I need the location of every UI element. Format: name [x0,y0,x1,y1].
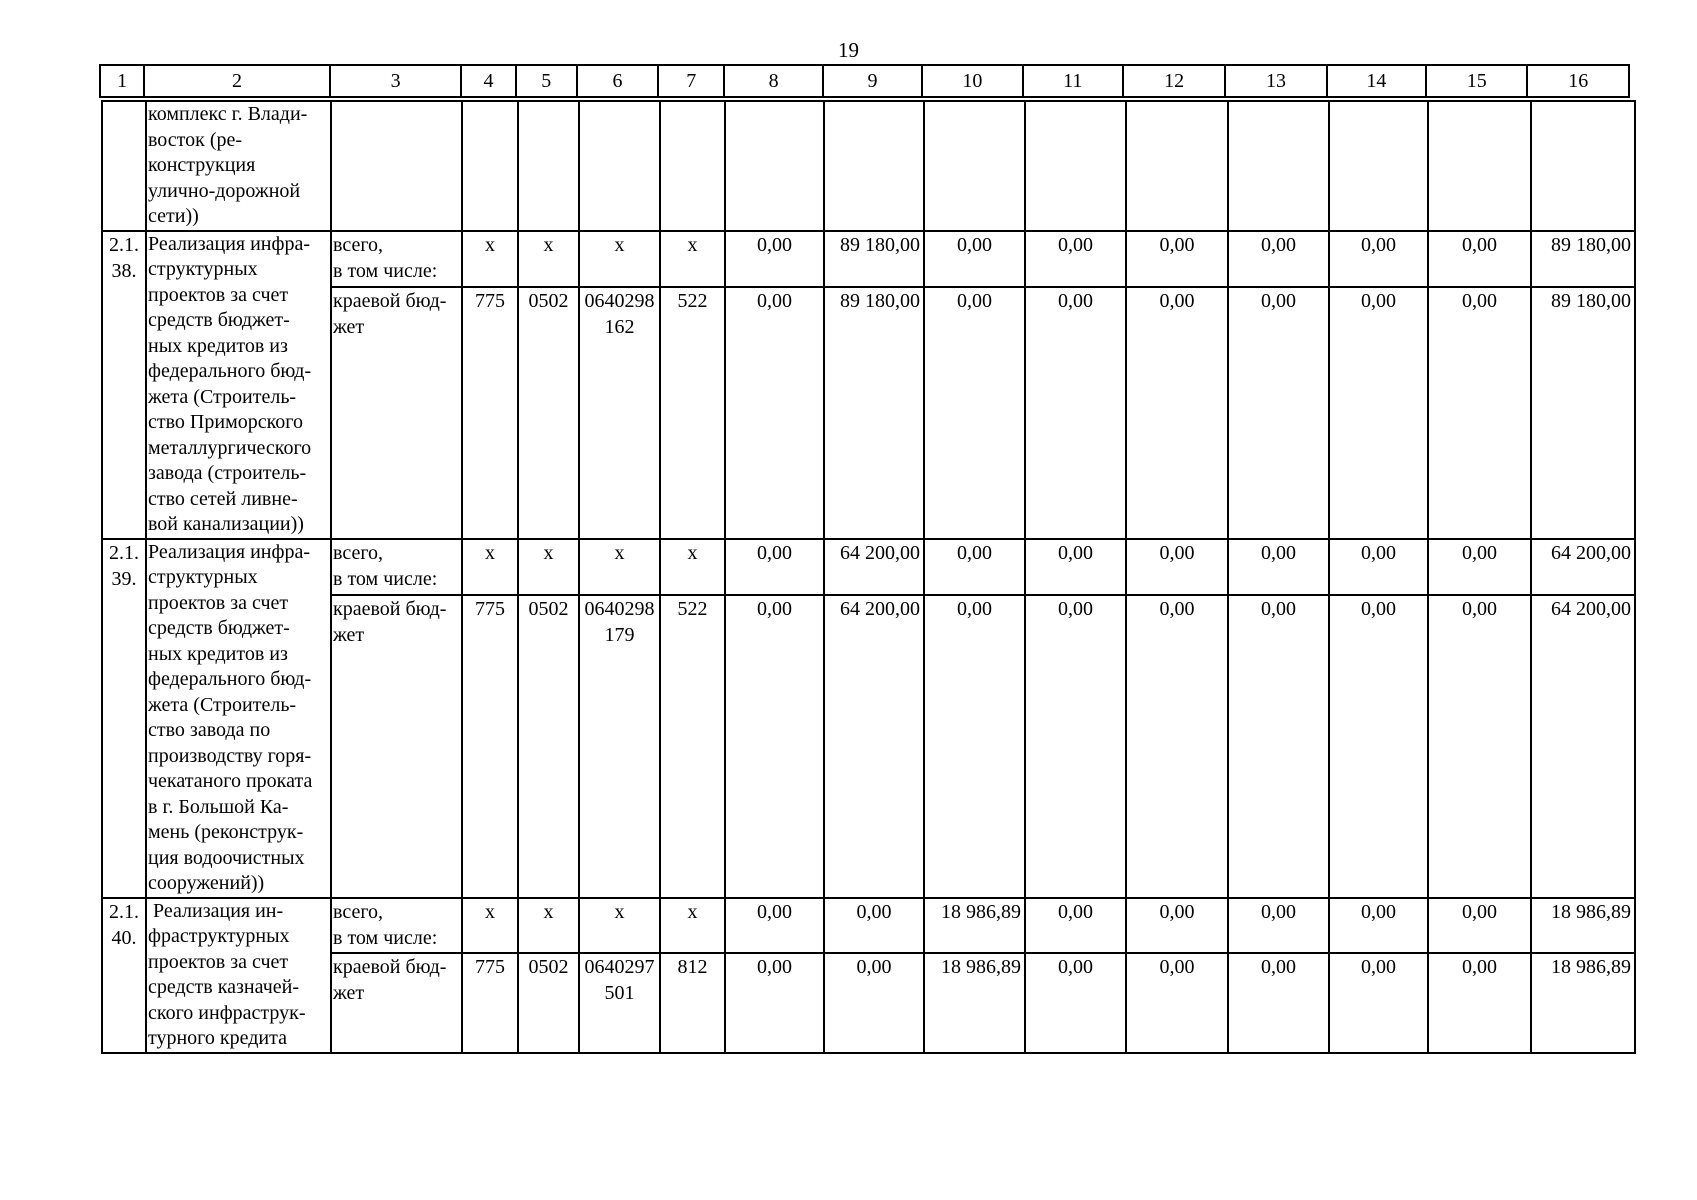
project-name-line: в г. Большой Ка- [148,795,289,818]
amount-cell-c14: 0,00 [1329,898,1428,954]
expense-type-code: 812 [660,953,725,1052]
project-name-line: восток (ре- [148,128,243,151]
funding-source-line: краевой бюд- [333,956,447,979]
code-cell-c5: x [518,898,579,954]
amount-cell-c16: 89 180,00 [1531,231,1635,288]
code-cell-c4: x [462,539,518,596]
project-number-line: 40. [111,926,137,949]
section-code: 0502 [518,595,579,897]
section-code: 0502 [518,287,579,538]
project-name-line: ского инфраструк- [148,1001,306,1024]
funding-total-line: в том числе: [333,259,438,282]
amount-cell-c9: 89 180,00 [824,287,924,538]
amount-cell-c16: 64 200,00 [1531,539,1635,596]
row-number-cell [102,101,146,231]
header-cell: 4 [461,65,515,97]
header-cell: 2 [144,65,330,97]
project-name-line: улично-дорожной [148,179,301,202]
amount-cell-c10: 18 986,89 [924,953,1025,1052]
empty-cell [1428,101,1531,231]
header-cell: 15 [1426,65,1527,97]
expense-type-code: 522 [660,595,725,897]
amount-cell-c12: 0,00 [1126,539,1228,596]
project-budget-row [102,287,1635,538]
budget-table [101,100,1636,1054]
project-name-line: чекатаного проката [148,770,313,792]
code-cell-c6: x [579,231,660,288]
code-cell-c4: x [462,898,518,954]
continuation-row [102,101,1635,231]
funding-source-line: краевой бюд- [333,290,447,313]
amount-cell-c9: 89 180,00 [824,231,924,288]
amount-cell-c14: 0,00 [1329,953,1428,1052]
funding-total-line: в том числе: [333,926,438,949]
project-name-line: ция водоочистных [148,846,305,869]
project-name-line: ных кредитов из [148,642,288,665]
empty-cell [824,101,924,231]
project-number-line: 2.1. [109,233,139,256]
empty-cell [1228,101,1329,231]
project-name-line: ных кредитов из [148,334,288,357]
code-cell-c7: x [660,898,725,954]
section-code: 0502 [518,953,579,1052]
header-cell: 13 [1225,65,1326,97]
amount-cell-c13: 0,00 [1228,953,1329,1052]
code-cell-c6: x [579,898,660,954]
project-number [102,231,146,539]
target-article-line: 0640297 [584,956,655,979]
project-name-line: федерального бюд- [148,668,312,690]
funding-source-label [331,595,462,897]
grbs-code: 775 [462,953,518,1052]
project-name-line: вой канализации)) [148,513,304,535]
project-number-line: 2.1. [109,900,139,923]
funding-source-label [331,953,462,1052]
amount-cell-c11: 0,00 [1025,539,1126,596]
funding-total-line: всего, [333,233,384,256]
amount-cell-c8: 0,00 [725,898,824,954]
empty-cell [1329,101,1428,231]
header-cell: 5 [516,65,577,97]
project-name-line: комплекс г. Влади- [148,103,308,125]
amount-cell-c8: 0,00 [725,953,824,1052]
amount-cell-c15: 0,00 [1428,231,1531,288]
project-number [102,898,146,1053]
amount-cell-c15: 0,00 [1428,595,1531,897]
amount-cell-c10: 18 986,89 [924,898,1025,954]
project-number-line: 39. [111,567,137,590]
project-number-line: 38. [111,259,137,282]
project-name-line: федерального бюд- [148,360,312,382]
header-cell: 12 [1123,65,1225,97]
amount-cell-c13: 0,00 [1228,898,1329,954]
amount-cell-c10: 0,00 [924,231,1025,288]
empty-cell [462,101,518,231]
target-article-line: 179 [604,624,635,647]
amount-cell-c14: 0,00 [1329,287,1428,538]
project-name-cell [146,101,331,231]
amount-cell-c13: 0,00 [1228,539,1329,596]
code-cell-c5: x [518,231,579,288]
amount-cell-c11: 0,00 [1025,898,1126,954]
project-name-line: конструкция [148,154,256,176]
amount-cell-c11: 0,00 [1025,595,1126,897]
project-total-row [102,231,1635,288]
empty-cell [1531,101,1635,231]
project-total-row [102,898,1635,954]
funding-source-label [331,287,462,538]
amount-cell-c14: 0,00 [1329,539,1428,596]
project-name-line: средств бюджет- [148,617,290,639]
project-name-line: структурных [148,258,258,280]
amount-cell-c12: 0,00 [1126,953,1228,1052]
target-article-line: 162 [604,316,635,339]
project-name-line: ство завода по [148,719,271,741]
project-number-line: 2.1. [109,541,139,564]
empty-cell [1126,101,1228,231]
amount-cell-c11: 0,00 [1025,953,1126,1052]
grbs-code: 775 [462,595,518,897]
project-name-line: турного кредита [148,1027,287,1049]
project-name-line: производству горя- [148,744,312,767]
funding-total-label [331,898,462,954]
empty-cell [331,101,462,231]
project-name-line: сети)) [148,205,199,227]
funding-source-line: жет [333,624,365,647]
amount-cell-c12: 0,00 [1126,287,1228,538]
amount-cell-c16: 89 180,00 [1531,287,1635,538]
code-cell-c5: x [518,539,579,596]
amount-cell-c8: 0,00 [725,287,824,538]
project-name-cell [146,231,331,539]
amount-cell-c13: 0,00 [1228,231,1329,288]
project-name-line: средств казначей- [148,976,299,998]
project-name-line: жета (Строитель- [148,693,297,716]
amount-cell-c15: 0,00 [1428,539,1531,596]
header-cell: 11 [1023,65,1123,97]
project-name-line: проектов за счет [148,950,289,973]
header-cell: 8 [724,65,822,97]
target-article-line: 0640298 [584,598,655,621]
page-number: 19 [838,38,859,62]
header-cell: 14 [1327,65,1426,97]
funding-total-line: всего, [333,541,384,564]
header-cell: 7 [658,65,724,97]
code-cell-c7: x [660,539,725,596]
empty-cell [660,101,725,231]
project-name-line: Реализация ин- [148,899,284,922]
amount-cell-c9: 0,00 [824,953,924,1052]
project-name-cell [146,539,331,898]
funding-source-line: краевой бюд- [333,598,447,621]
target-article-code [579,287,660,538]
target-article-line: 501 [604,982,635,1005]
header-cell: 6 [577,65,658,97]
amount-cell-c9: 0,00 [824,898,924,954]
project-name-line: Реализация инфра- [148,232,311,255]
empty-cell [518,101,579,231]
header-row [100,65,1629,97]
amount-cell-c11: 0,00 [1025,287,1126,538]
target-article-line: 0640298 [584,290,655,313]
project-name-line: ство Приморского [148,411,304,433]
code-cell-c7: x [660,231,725,288]
amount-cell-c12: 0,00 [1126,595,1228,897]
header-cell: 10 [922,65,1022,97]
amount-cell-c16: 18 986,89 [1531,953,1635,1052]
project-name-line: ство сетей ливне- [148,487,298,510]
project-name-line: мень (реконструк- [148,821,304,843]
amount-cell-c8: 0,00 [725,231,824,288]
empty-cell [725,101,824,231]
funding-source-line: жет [333,316,365,339]
project-name-cell [146,898,331,1053]
amount-cell-c8: 0,00 [725,539,824,596]
amount-cell-c15: 0,00 [1428,287,1531,538]
project-name-line: сооружений)) [148,872,265,894]
amount-cell-c16: 64 200,00 [1531,595,1635,897]
amount-cell-c12: 0,00 [1126,231,1228,288]
amount-cell-c9: 64 200,00 [824,539,924,596]
amount-cell-c8: 0,00 [725,595,824,897]
column-number-header [99,64,1630,98]
project-name-line: жета (Строитель- [148,385,297,408]
amount-cell-c10: 0,00 [924,539,1025,596]
target-article-code [579,595,660,897]
amount-cell-c14: 0,00 [1329,231,1428,288]
amount-cell-c10: 0,00 [924,595,1025,897]
amount-cell-c16: 18 986,89 [1531,898,1635,954]
empty-cell [924,101,1025,231]
grbs-code: 775 [462,287,518,538]
project-name-line: проектов за счет [148,283,289,306]
project-budget-row [102,953,1635,1052]
project-total-row [102,539,1635,596]
project-name-line: фраструктурных [148,925,290,947]
header-cell: 9 [823,65,922,97]
project-number [102,539,146,898]
empty-cell [1025,101,1126,231]
header-cell: 16 [1527,65,1629,97]
project-name-line: структурных [148,566,258,588]
code-cell-c6: x [579,539,660,596]
target-article-code [579,953,660,1052]
expense-type-code: 522 [660,287,725,538]
code-cell-c4: x [462,231,518,288]
project-name-line: металлургического [148,436,312,459]
header-cell: 1 [100,65,144,97]
project-name-line: Реализация инфра- [148,540,311,563]
header-cell: 3 [330,65,462,97]
project-name-line: средств бюджет- [148,309,290,331]
funding-total-label [331,539,462,596]
amount-cell-c10: 0,00 [924,287,1025,538]
amount-cell-c15: 0,00 [1428,953,1531,1052]
empty-cell [579,101,660,231]
amount-cell-c15: 0,00 [1428,898,1531,954]
project-name-line: завода (строитель- [148,462,307,484]
funding-total-line: всего, [333,900,384,923]
funding-source-line: жет [333,982,365,1005]
amount-cell-c9: 64 200,00 [824,595,924,897]
amount-cell-c14: 0,00 [1329,595,1428,897]
funding-total-line: в том числе: [333,567,438,590]
project-name-line: проектов за счет [148,591,289,614]
amount-cell-c13: 0,00 [1228,595,1329,897]
project-budget-row [102,595,1635,897]
amount-cell-c13: 0,00 [1228,287,1329,538]
funding-total-label [331,231,462,288]
amount-cell-c11: 0,00 [1025,231,1126,288]
amount-cell-c12: 0,00 [1126,898,1228,954]
